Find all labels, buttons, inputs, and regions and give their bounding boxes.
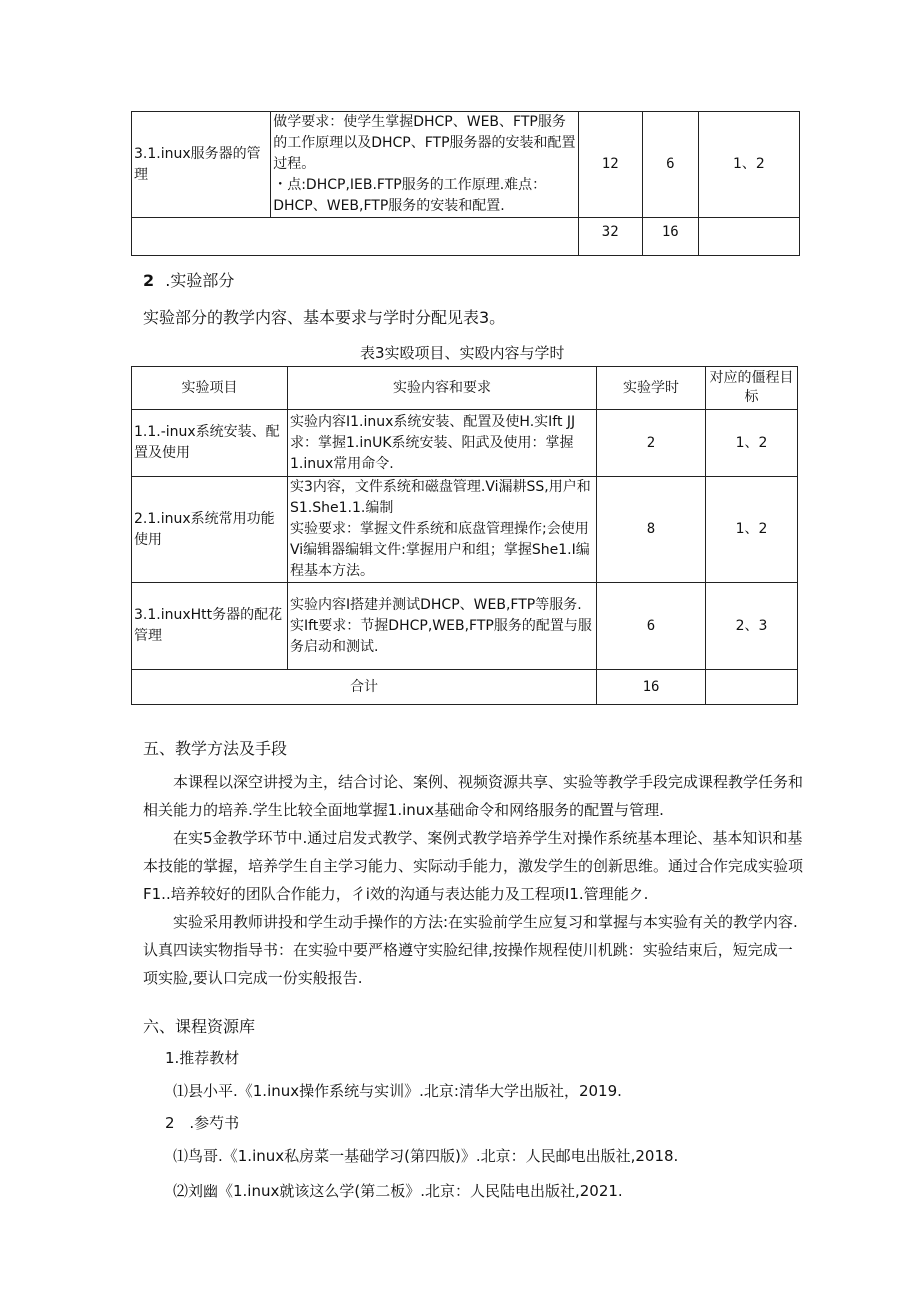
content-cell [271,112,578,218]
project-cell [132,410,288,477]
section-heading-methods: 五、教学方法及手段 [143,739,288,758]
project-text: 2.1.inux系统常用功能使用 [134,510,275,548]
project-cell [132,583,288,670]
textbook-entry: ⑴县小平.《1.inux操作系统与实训》.北京:清华大学出版社，2019. [173,1082,622,1100]
methods-body [143,768,803,992]
paragraph: 实验采用教师讲投和学生动手操作的方法:在实验前学生应复习和掌握与本实验有关的教学内容.认真四读实物指导书：在实验中要严格遵守实脸纪律,按操作规程使川机跳：实验结束后，短完成一项实脸,要认口完成一份实般报告. [143,913,798,987]
paragraph: 在实5金教学环节中.通过启发式教学、案例式教学培养学生对操作系统基本理论、基本知识和基本技能的掌握，培养学生自主学习能力、实际动手能力，激发学生的创新思维。通过合作完成实验项F1..培养较好的团队合作能力，彳i效的沟通与表达能力及工程项I1.管理能ク. [143,829,804,903]
hours-cell: 6 [642,112,698,218]
total-label-cell [132,218,579,256]
hours-cell: 12 [578,112,642,218]
header-content: 实验内容和要求 [288,367,597,410]
content-text: 实验内容I1.inux系统安装、配置及使H.实Ift JJ求：掌握1.inUK系统安装、阳武及使用：掌握1.inux常用命令. [290,413,576,472]
project-text: 3.1.inuxHtt务器的配花管理 [134,607,283,644]
project-text: 3.1.inux服务器的管理 [134,145,261,183]
subheading-number: 2 [165,1114,175,1132]
content-text: ・点:DHCP,IEB.FTP服务的工作原理.难点：DHCP、WEB,FTP服务的安装和配置. [273,177,547,214]
goal-cell: 2、3 [706,583,798,670]
content-text: 实3内容，文件系统和磁盘管理.Vi漏耕SS,用户和S1.She1.1.编制 实验要求：掌握文件系统和底盘管理操作;会使用Vi编辑器编辑文件:掌握用户和组；掌握She1.I编程基本方法。 [290,479,591,579]
section-title: .实验部分 [165,271,235,290]
total-goal-cell [706,670,798,705]
course-hours-table [131,111,800,256]
section-number: 2 [143,271,155,290]
reference-entry: ⑴鸟哥.《1.inux私房菜一基础学习(第四版)》.北京：人民邮电出版社,2018. [173,1147,679,1165]
subheading-textbook: 1.推荐教材 [165,1049,240,1067]
table-total-row [132,670,798,705]
table-header-row [132,367,798,410]
table-row [132,583,798,670]
total-goal-cell [698,218,799,256]
goal-cell: 1、2 [698,112,799,218]
total-hours-cell: 16 [597,670,706,705]
project-cell [132,112,271,218]
goal-cell: 1、2 [706,410,798,477]
content-text: 做学要求：使学生掌握DHCP、WEB、FTP服务的工作原理以及DHCP、FTP服务器的安装和配置过程。 [273,114,576,172]
header-goal: 对应的僵程目标 [706,367,798,410]
table-caption: 表3实殴项目、实殴内容与学时 [360,344,565,362]
table-row [132,112,800,218]
project-cell [132,477,288,583]
table-row [132,410,798,477]
goal-cell: 1、2 [706,477,798,583]
experiment-table [131,366,798,705]
subheading-references [165,1112,239,1134]
header-hours: 实验学时 [597,367,706,410]
content-cell [288,477,597,583]
section-heading-experiment [143,270,234,292]
total-label-cell: 合计 [132,670,597,705]
hours-cell: 6 [597,583,706,670]
hours-cell: 8 [597,477,706,583]
table-row [132,218,800,256]
reference-entry: ⑵刘幽《1.inux就该这么学(第二板》.北京：人民陆电出版社,2021. [173,1182,623,1200]
hours-cell: 2 [597,410,706,477]
header-project: 实验项目 [132,367,288,410]
paragraph: 本课程以深空讲授为主，结合讨论、案例、视频资源共享、实验等教学手段完成课程教学任务和相关能力的培养.学生比较全面地掌握1.inux基础命令和网络服务的配置与管理. [143,773,804,819]
section-intro: 实验部分的教学内容、基本要求与学时分配见表3。 [143,308,506,327]
content-cell [288,583,597,670]
section-heading-resources: 六、课程资源库 [143,1017,256,1036]
total-hours-cell: 16 [642,218,698,256]
content-text: 实验内容I搭建并测试DHCP、WEB,FTP等服务.实Ift要求：节握DHCP,WEB,FTP服务的配置与服务启动和测试. [290,596,592,655]
table-row [132,477,798,583]
total-hours-cell: 32 [578,218,642,256]
subheading-title: .参芍书 [189,1114,240,1132]
project-text: 1.1.-inux系统安装、配置及使用 [134,424,280,461]
content-cell [288,410,597,477]
